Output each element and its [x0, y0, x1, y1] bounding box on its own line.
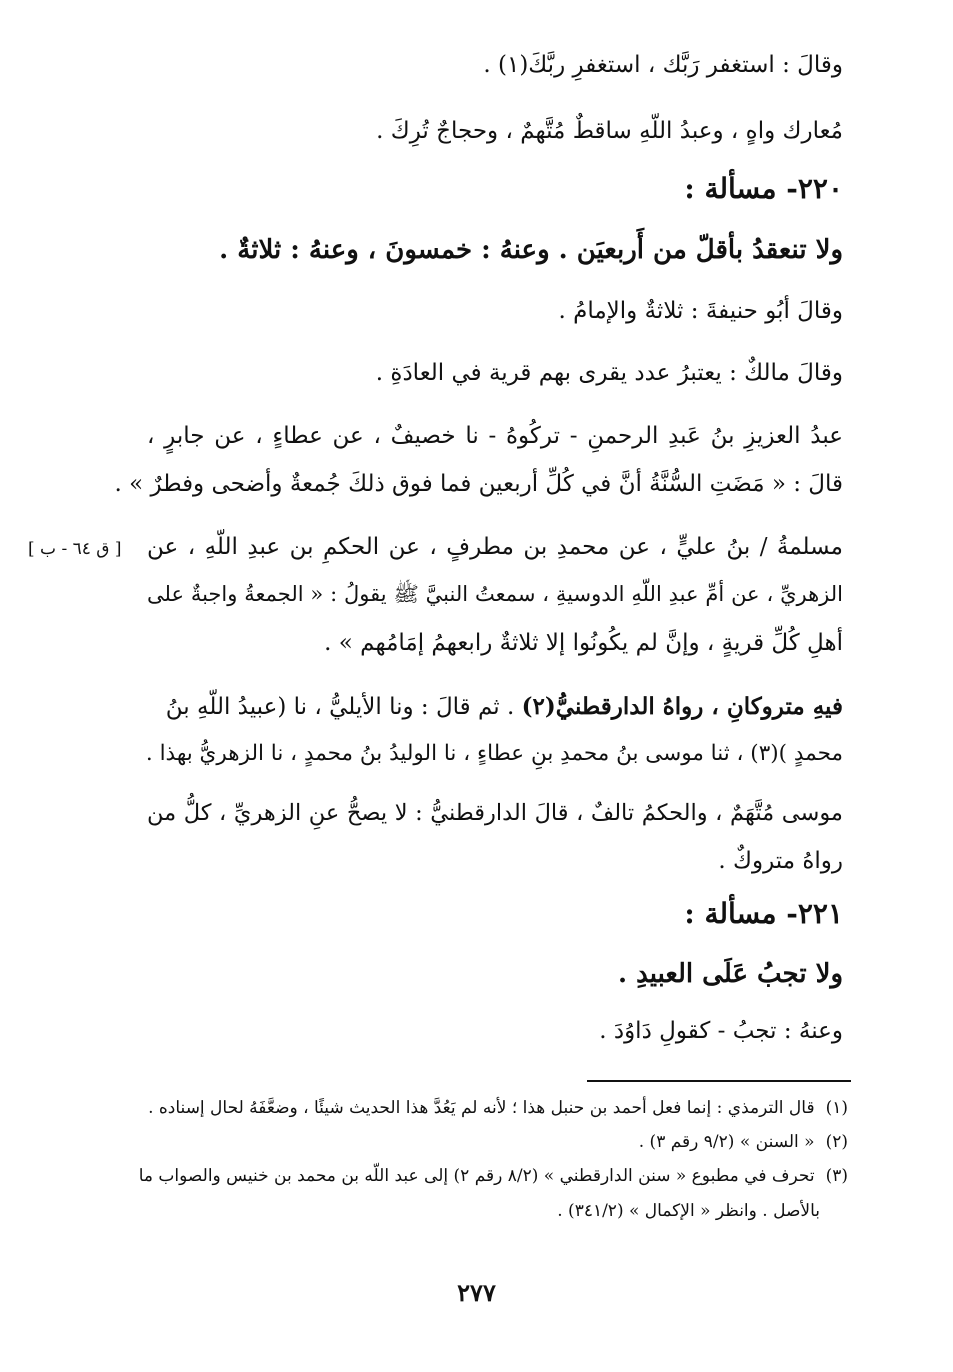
text-line	[166, 693, 843, 722]
bold-citation: فيهِ متروكانِ ، رواهُ الدارقطنيُّ(٢)	[521, 693, 843, 720]
text-line: رواهُ متروكٌ .	[718, 848, 843, 874]
footnote-separator	[587, 1080, 851, 1082]
text-line: أهلِ كُلِّ قريةٍ ، وإنَّ لم يكُونُوا إلا ثلاثةٌ رابعهمُ إمَامُهم » .	[324, 630, 843, 656]
page-number: ٢٧٧	[457, 1278, 496, 1307]
footnote-2	[639, 1131, 848, 1153]
footnote-text: قال الترمذي : إنما فعل أحمد بن حنبل هذا ؛ لأنه لم يَعُدَّ هذا الحديث شيئًا ، وضعَّفَهُ لحال إسناده .	[148, 1098, 815, 1118]
footnote-number: (٢)	[825, 1132, 848, 1152]
text-line: وقالَ مالكٌ : يعتبرُ عدد يقرى بهم قرية في العادَةِ .	[375, 360, 843, 386]
manuscript-folio-note: [ ق ٦٤ - ب ]	[28, 539, 122, 559]
text-line: مُعارك واهٍ ، وعبدُ اللّهِ ساقطٌ مُتَّهمٌ ، وحجاجٌ تُرِكَ .	[376, 118, 843, 144]
ruling-statement-221: ولا تجبُ عَلَى العبيدِ .	[617, 959, 843, 989]
footnote-1	[148, 1097, 848, 1119]
text-line: مسلمةُ / بنُ عليٍّ ، عن محمدِ بن مطرفٍ ، عن الحكمِ بن عبدِ اللّهِ ، عن	[147, 534, 843, 560]
text-line: وقالَ أبُو حنيفةَ : ثلاثةٌ والإمامُ .	[558, 298, 843, 324]
text-line: وقالَ : استغفر رَبَّك ، استغفرِ ربَّكَ(١) .	[483, 52, 843, 78]
text-line: قالَ : « مَضَتِ السُّنَّةُ أنَّ في كُلِّ أربعين فما فوق ذلكَ جُمعةٌ وأضحى وفطرٌ » .	[114, 471, 843, 497]
text-line: محمدٍ )(٣) ، ثنا موسى بنُ محمدِ بنِ عطاءٍ ، نا الوليدُ بنُ محمدٍ ، نا الزهريُّ بهذا .	[145, 741, 843, 766]
text-line: الزهريِّ ، عن أمِّ عبدِ اللّهِ الدوسيةِ ، سمعتُ النبيَّ ﷺ يقولُ : « الجمعةُ واجبةٌ على	[147, 582, 843, 606]
text-run: . ثم قالَ : ونا الأيليُّ ، نا (عبيدُ اللّهِ بنُ	[165, 694, 515, 720]
text-line: عبدُ العزيزِ بنُ عَبدِ الرحمنِ - تركُوهُ - نا خصيفٌ ، عن عطاءٍ ، عن جابرٍ ،	[147, 423, 843, 449]
footnote-3	[139, 1165, 848, 1187]
footnote-3-continuation: بالأصل . وانظر « الإكمال » (٣٤١/٢) .	[557, 1201, 820, 1221]
footnote-number: (٣)	[825, 1166, 848, 1186]
footnote-number: (١)	[825, 1098, 848, 1118]
section-heading-220: ٢٢٠- مسألة :	[684, 172, 843, 205]
text-line: موسى مُتَّهَمٌ ، والحكمُ تالفٌ ، قالَ الدارقطنيُّ : لا يصحُّ عنِ الزهريِّ ، كلُّ من	[147, 800, 843, 826]
footnote-text: « السنن » (٩/٢ رقم ٣) .	[638, 1132, 815, 1152]
ruling-statement-220: ولا تنعقدُ بأقلّ من أَربعيَن . وعنهُ : خمسونَ ، وعنهُ : ثلاثةٌ .	[219, 235, 843, 265]
footnote-text: تحرف في مطبوع « سنن الدارقطني » (٨/٢ رقم ٢) إلى عبد اللّه بن محمد بن خنيس والصواب ما	[138, 1166, 815, 1186]
section-heading-221: ٢٢١- مسألة :	[684, 897, 843, 930]
text-line: وعنهُ : تجبُ - كقولِ دَاوُدَ .	[599, 1018, 843, 1044]
